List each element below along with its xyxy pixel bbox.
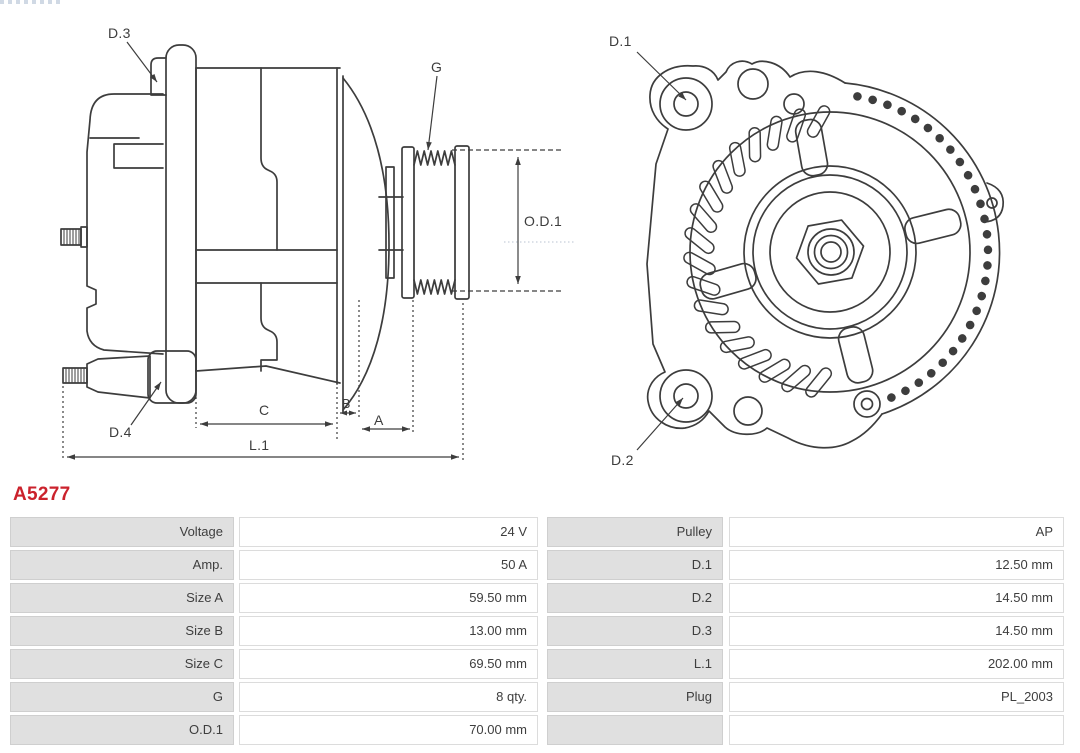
spec-label: L.1	[547, 649, 723, 679]
spec-value: 69.50 mm	[239, 649, 538, 679]
spec-value: 8 qty.	[239, 682, 538, 712]
label-d2: D.2	[611, 452, 634, 468]
table-row	[10, 715, 1064, 745]
fan-spokes	[698, 118, 964, 385]
spec-label: Size B	[10, 616, 234, 646]
label-dim-a: A	[374, 412, 384, 428]
spec-label: Plug	[547, 682, 723, 712]
spec-label: D.3	[547, 616, 723, 646]
hole-d1	[674, 92, 698, 116]
table-row	[10, 616, 1064, 646]
mounting-ear	[166, 45, 196, 403]
spec-value: 50 A	[239, 550, 538, 580]
label-dim-b: B	[342, 397, 351, 411]
spec-value: 12.50 mm	[729, 550, 1064, 580]
table-row	[10, 682, 1064, 712]
spec-table	[10, 517, 1064, 748]
spec-value: 70.00 mm	[239, 715, 538, 745]
side-view-arrowheads	[67, 74, 521, 460]
front-view-drawing	[647, 61, 1003, 448]
spec-value: 202.00 mm	[729, 649, 1064, 679]
pulley	[402, 146, 469, 299]
stator-fins	[857, 96, 988, 398]
spec-value	[729, 715, 1064, 745]
front-view-arrowheads	[676, 92, 686, 406]
spec-label: D.2	[547, 583, 723, 613]
label-d1: D.1	[609, 33, 632, 49]
spec-value: 59.50 mm	[239, 583, 538, 613]
spec-label: D.1	[547, 550, 723, 580]
spec-label: Size A	[10, 583, 234, 613]
table-row	[10, 550, 1064, 580]
label-d4: D.4	[109, 424, 132, 440]
table-row	[10, 583, 1064, 613]
spec-value: AP	[729, 517, 1064, 547]
side-view-drawing	[61, 45, 469, 412]
spec-label	[547, 715, 723, 745]
spec-value: PL_2003	[729, 682, 1064, 712]
spec-label: O.D.1	[10, 715, 234, 745]
spec-label: Pulley	[547, 517, 723, 547]
spec-value: 13.00 mm	[239, 616, 538, 646]
front-bracket-cone	[343, 78, 389, 410]
regulator-block	[148, 351, 196, 403]
label-g: G	[431, 59, 443, 75]
table-row	[10, 649, 1064, 679]
label-od1: O.D.1	[524, 213, 563, 229]
part-number: A5277	[13, 484, 71, 505]
side-view-dimensions	[63, 42, 576, 461]
label-dim-l1: L.1	[249, 437, 270, 453]
label-dim-c: C	[259, 402, 270, 418]
spec-label: Size C	[10, 649, 234, 679]
spec-label: G	[10, 682, 234, 712]
vent-slots	[682, 104, 834, 399]
spec-value: 14.50 mm	[729, 616, 1064, 646]
spec-label: Voltage	[10, 517, 234, 547]
label-d3: D.3	[108, 25, 131, 41]
spec-value: 14.50 mm	[729, 583, 1064, 613]
spec-value: 24 V	[239, 517, 538, 547]
spec-label: Amp.	[10, 550, 234, 580]
table-row	[10, 517, 1064, 547]
